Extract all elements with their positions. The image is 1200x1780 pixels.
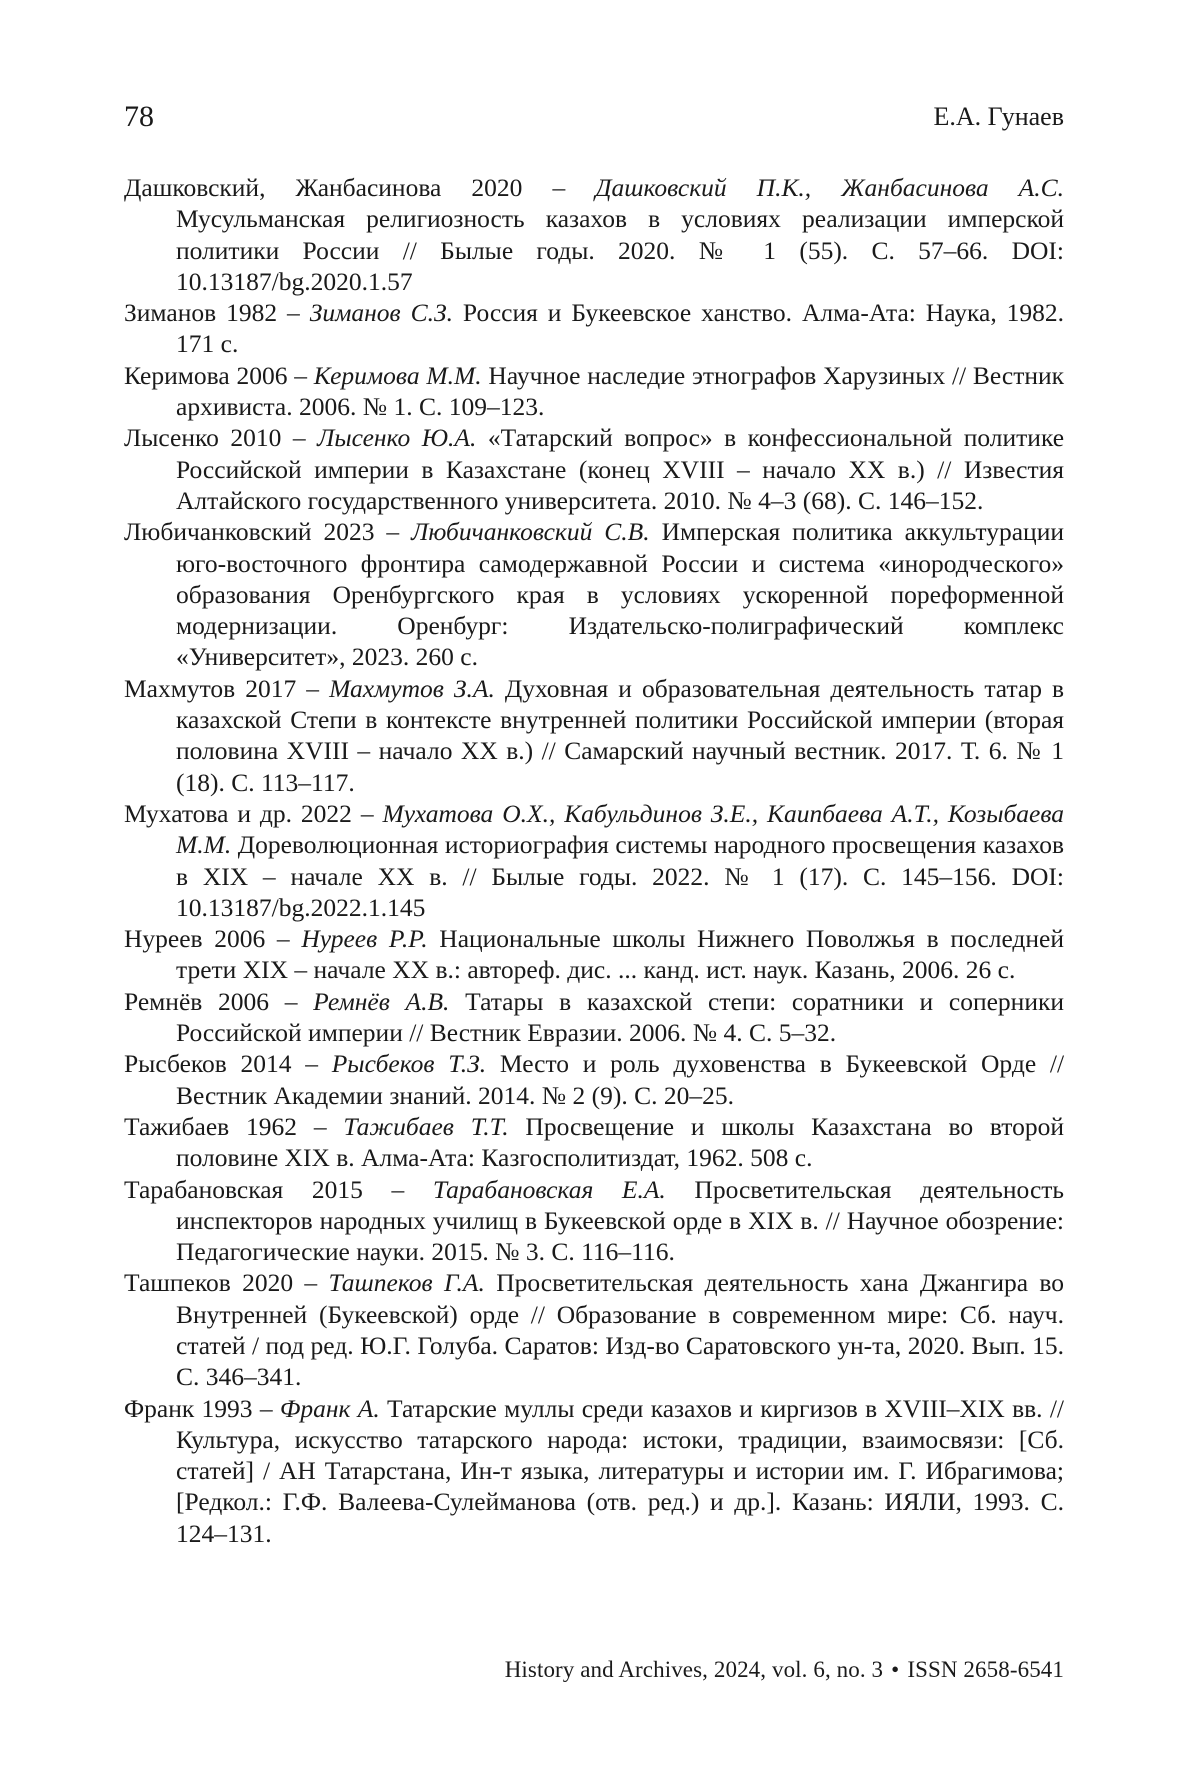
- reference-authors: Ремнёв А.В.: [313, 987, 449, 1016]
- reference-item: [124, 1048, 1064, 1111]
- reference-text: Национальные школы Нижнего Поволжья в последней трети XIX – начале XX в.: автореф. дис. ... канд. ист. наук. Казань, 2006. 26 с.: [176, 924, 1064, 984]
- reference-key: Махмутов 2017: [124, 674, 296, 703]
- dash: –: [306, 674, 319, 703]
- reference-key: Франк 1993: [124, 1394, 253, 1423]
- reference-authors: Керимова М.М.: [314, 361, 482, 390]
- reference-item: [124, 297, 1064, 360]
- reference-item: [124, 923, 1064, 986]
- dash: –: [314, 1112, 327, 1141]
- dash: –: [293, 423, 306, 452]
- dash: –: [285, 987, 298, 1016]
- reference-item: [124, 1267, 1064, 1392]
- running-head-author: Е.А. Гунаев: [934, 102, 1064, 132]
- reference-item: [124, 798, 1064, 923]
- reference-authors: Нуреев Р.Р.: [301, 924, 427, 953]
- reference-text: Дореволюционная историография системы народного просвещения казахов в XIX – начале XX в. // Былые годы. 2022. № 1 (17). С. 145–156. DOI: 10.13187/bg.2022.1.145: [176, 830, 1064, 922]
- reference-key: Лысенко 2010: [124, 423, 281, 452]
- reference-key: Керимова 2006: [124, 361, 287, 390]
- reference-authors: Дашковский П.К., Жанбасинова А.С.: [595, 173, 1064, 202]
- reference-item: [124, 1111, 1064, 1174]
- reference-text: Просвещение и школы Казахстана во второй половине XIX в. Алма-Ата: Казгосполитиздат, 1962. 508 с.: [176, 1112, 1064, 1172]
- dash: –: [294, 361, 307, 390]
- reference-key: Мухатова и др. 2022: [124, 799, 352, 828]
- dash: –: [552, 173, 565, 202]
- reference-text: Татары в казахской степи: соратники и соперники Российской империи // Вестник Евразии. 2006. № 4. С. 5–32.: [176, 987, 1064, 1047]
- issn: ISSN 2658-6541: [907, 1657, 1064, 1682]
- dash: –: [361, 799, 374, 828]
- bullet-separator: •: [891, 1657, 899, 1682]
- reference-authors: Махмутов З.А.: [329, 674, 495, 703]
- reference-item: [124, 422, 1064, 516]
- reference-text: Научное наследие этнографов Харузиных // Вестник архивиста. 2006. № 1. С. 109–123.: [176, 361, 1064, 421]
- reference-key: Рысбеков 2014: [124, 1049, 292, 1078]
- reference-authors: Лысенко Ю.А.: [317, 423, 476, 452]
- dash: –: [304, 1268, 317, 1297]
- reference-item: [124, 360, 1064, 423]
- reference-key: Любичанковский 2023: [124, 517, 374, 546]
- reference-text: Место и роль духовенства в Букеевской Орде // Вестник Академии знаний. 2014. № 2 (9). С. 20–25.: [176, 1049, 1064, 1109]
- journal-citation: History and Archives, 2024, vol. 6, no. 3: [505, 1657, 883, 1682]
- reference-text: Имперская политика аккультурации юго-восточного фронтира самодержавной России и система «инородческого» образования Оренбургского края в условиях ускоренной пореформенной модернизации. Оренбург: Издательско-полиграфический комплекс «Университет», 2023. 260 с.: [176, 517, 1064, 671]
- reference-item: [124, 172, 1064, 297]
- reference-text: Татарские муллы среди казахов и киргизов в XVIII–XIX вв. // Культура, искусство татарского народа: истоки, традиции, взаимосвязи: [Сб. статей] / АН Татарстана, Ин-т языка, литературы и истории им. Г. Ибрагимова; [Редкол.: Г.Ф. Валеева-Сулейманова (отв. ред.) и др.]. Казань: ИЯЛИ, 1993. С. 124–131.: [176, 1394, 1064, 1548]
- reference-authors: Тарабановская Е.А.: [433, 1175, 666, 1204]
- reference-key: Дашковский, Жанбасинова 2020: [124, 173, 522, 202]
- reference-authors: Зиманов С.З.: [310, 298, 453, 327]
- journal-footer: [505, 1657, 1064, 1683]
- reference-text: Духовная и образовательная деятельность татар в казахской Степи в контексте внутренней политики Российской империи (вторая половина XVIII – начало XX в.) // Самарский научный вестник. 2017. Т. 6. № 1 (18). С. 113–117.: [176, 674, 1064, 797]
- reference-list: [124, 172, 1064, 1549]
- reference-key: Тажибаев 1962: [124, 1112, 297, 1141]
- reference-key: Зиманов 1982: [124, 298, 277, 327]
- reference-item: [124, 673, 1064, 798]
- reference-item: [124, 1393, 1064, 1549]
- reference-key: Ташпеков 2020: [124, 1268, 293, 1297]
- reference-text: Россия и Букеевское ханство. Алма-Ата: Наука, 1982. 171 с.: [176, 298, 1064, 358]
- reference-text: Мусульманская религиозность казахов в условиях реализации имперской политики России // Былые годы. 2020. № 1 (55). С. 57–66. DOI: 10.13187/bg.2020.1.57: [176, 204, 1064, 296]
- reference-authors: Франк А.: [280, 1394, 380, 1423]
- reference-item: [124, 1174, 1064, 1268]
- dash: –: [305, 1049, 318, 1078]
- dash: –: [392, 1175, 405, 1204]
- page-number: 78: [124, 100, 154, 134]
- reference-key: Нуреев 2006: [124, 924, 265, 953]
- reference-authors: Мухатова О.Х., Кабульдинов З.Е., Каипбаева А.Т., Козыбаева М.М.: [176, 799, 1064, 859]
- reference-authors: Рысбеков Т.З.: [332, 1049, 486, 1078]
- dash: –: [386, 517, 399, 546]
- reference-item: [124, 986, 1064, 1049]
- reference-authors: Тажибаев Т.Т.: [343, 1112, 508, 1141]
- reference-authors: Любичанковский С.В.: [411, 517, 650, 546]
- reference-text: Просветительская деятельность инспекторов народных училищ в Букеевской орде в XIX в. // Научное обозрение: Педагогические науки. 2015. № 3. С. 116–116.: [176, 1175, 1064, 1267]
- dash: –: [260, 1394, 273, 1423]
- reference-text: «Татарский вопрос» в конфессиональной политике Российской империи в Казахстане (конец XVIII – начало XX в.) // Известия Алтайского государственного университета. 2010. № 4–3 (68). С. 146–152.: [176, 423, 1064, 515]
- reference-authors: Ташпеков Г.А.: [329, 1268, 485, 1297]
- reference-key: Ремнёв 2006: [124, 987, 269, 1016]
- reference-key: Тарабановская 2015: [124, 1175, 363, 1204]
- dash: –: [277, 924, 290, 953]
- dash: –: [287, 298, 300, 327]
- reference-item: [124, 516, 1064, 672]
- reference-text: Просветительская деятельность хана Джангира во Внутренней (Букеевской) орде // Образование в современном мире: Сб. науч. статей / под ред. Ю.Г. Голуба. Саратов: Изд-во Саратовского ун-та, 2020. Вып. 15. С. 346–341.: [176, 1268, 1064, 1391]
